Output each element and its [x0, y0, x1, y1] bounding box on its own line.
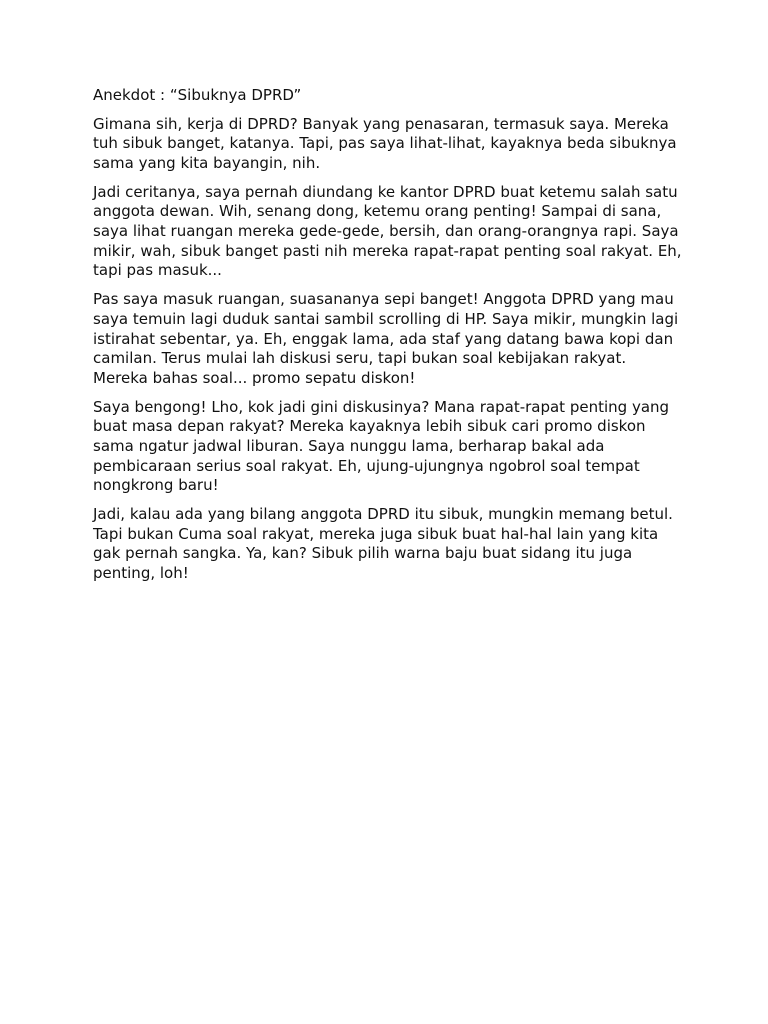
paragraph-5: Jadi, kalau ada yang bilang anggota DPRD itu sibuk, mungkin memang betul. Tapi bukan Cuma soal rakyat, mereka juga sibuk buat hal-hal lain yang kita gak pernah sangka. Ya, kan? Sibuk pilih warna baju buat sidang itu juga penting, loh!: [93, 505, 673, 583]
document-title: Anekdot : “Sibuknya DPRD”: [93, 86, 302, 104]
paragraph-3: Pas saya masuk ruangan, suasananya sepi banget! Anggota DPRD yang mau saya temuin lagi duduk santai sambil scrolling di HP. Saya mikir, mungkin lagi istirahat sebentar, ya. Eh, enggak lama, ada staf yang datang bawa kopi dan camilan. Terus mulai lah diskusi seru, tapi bukan soal kebijakan rakyat. Mereka bahas soal... promo sepatu diskon!: [93, 290, 679, 387]
paragraph-1: Gimana sih, kerja di DPRD? Banyak yang penasaran, termasuk saya. Mereka tuh sibuk banget, katanya. Tapi, pas saya lihat-lihat, kayaknya beda sibuknya sama yang kita bayangin, nih.: [93, 114, 677, 172]
paragraph-2: Jadi ceritanya, saya pernah diundang ke kantor DPRD buat ketemu salah satu anggota dewan. Wih, senang dong, ketemu orang penting! Sampai di sana, saya lihat ruangan mereka gede-gede, bersih, dan orang-orangnya rapi. Saya mikir, wah, sibuk banget pasti nih mereka rapat-rapat penting soal rakyat. Eh, tapi pas masuk...: [93, 182, 682, 280]
document-page: [93, 86, 683, 593]
paragraph-4: Saya bengong! Lho, kok jadi gini diskusinya? Mana rapat-rapat penting yang buat masa depan rakyat? Mereka kayaknya lebih sibuk cari promo diskon sama ngatur jadwal liburan. Saya nunggu lama, berharap bakal ada pembicaraan serius soal rakyat. Eh, ujung-ujungnya ngobrol soal tempat nongkrong baru!: [93, 397, 670, 495]
